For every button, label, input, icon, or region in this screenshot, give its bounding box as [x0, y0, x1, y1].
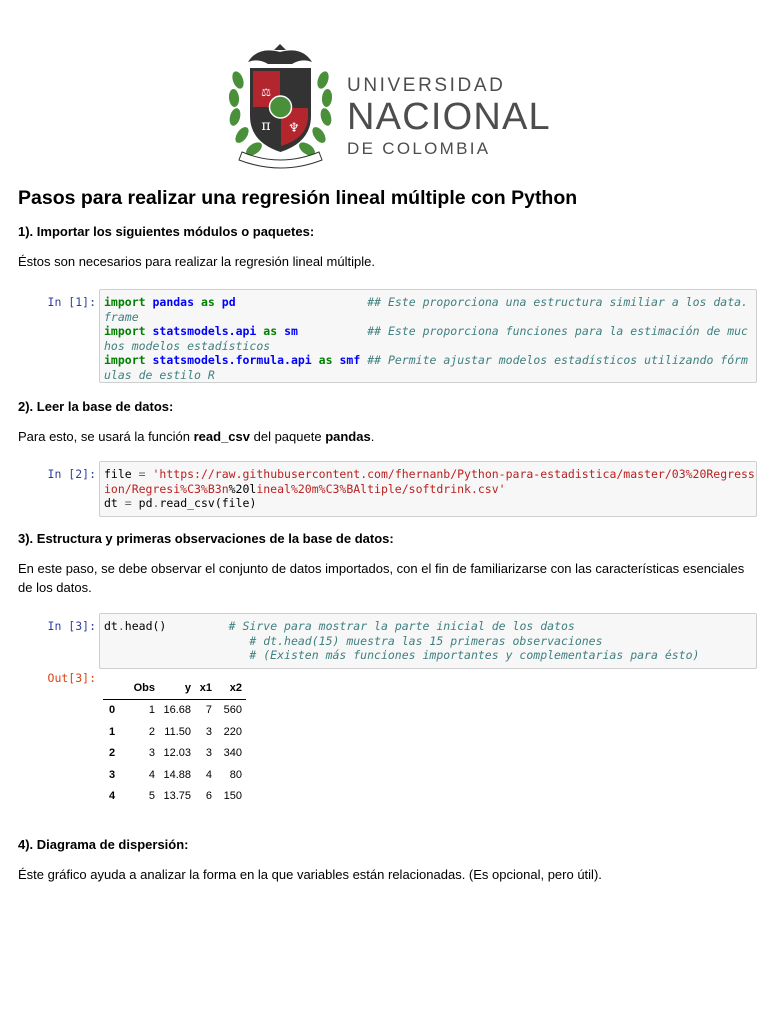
section-1-heading: 1). Importar los siguientes módulos o paquetes:	[18, 224, 315, 239]
column-header	[103, 677, 121, 699]
table-row	[103, 743, 246, 765]
table-cell: 6	[205, 790, 212, 803]
output-prompt: Out[3]:	[47, 671, 96, 685]
page-header	[0, 0, 768, 175]
table-cell: 80	[229, 768, 242, 781]
column-header: y	[159, 677, 195, 699]
svg-text:π: π	[261, 118, 271, 134]
table-cell: 3	[205, 725, 212, 738]
table-cell: 14.88	[163, 768, 191, 781]
wordmark-line-1: UNIVERSIDAD	[347, 75, 506, 96]
package-name: pandas	[325, 429, 371, 444]
table-cell: 4	[148, 768, 155, 781]
table-cell: 2	[148, 725, 155, 738]
row-index: 4	[109, 790, 116, 803]
row-index: 3	[109, 768, 116, 781]
university-wordmark	[347, 75, 551, 159]
section-4-heading: 4). Diagrama de dispersión:	[18, 837, 189, 852]
dataframe-table	[103, 677, 246, 807]
table-cell: 1	[148, 704, 155, 717]
code-editor-3[interactable]: dt.head() # Sirve para mostrar la parte inicial de los datos # dt.head(15) muestra las 15 primeras observaciones # (Existen más funciones importantes y complementarias para ésto)	[99, 613, 757, 669]
input-prompt: In [2]:	[47, 467, 96, 481]
column-header: x2	[216, 677, 246, 699]
code-cell-3[interactable]	[18, 613, 758, 671]
table-cell: 340	[223, 747, 242, 760]
row-index: 1	[109, 725, 116, 738]
table-header-row	[103, 677, 246, 699]
table-cell: 3	[148, 747, 155, 760]
text-run: del paquete	[250, 429, 326, 444]
text-run: .	[370, 429, 375, 444]
wordmark-line-3: DE COLOMBIA	[347, 139, 491, 158]
svg-text:⚖: ⚖	[261, 86, 271, 99]
table-row	[103, 786, 246, 808]
table-row	[103, 721, 246, 743]
table-row	[103, 699, 246, 721]
notebook-content	[18, 186, 758, 884]
function-name: read_csv	[193, 429, 250, 444]
table-cell: 220	[223, 725, 242, 738]
table-cell: 3	[205, 747, 212, 760]
table-cell: 7	[205, 704, 212, 717]
section-2-heading: 2). Leer la base de datos:	[18, 399, 174, 414]
input-prompt: In [3]:	[47, 619, 96, 633]
wordmark-line-2: NACIONAL	[347, 96, 551, 138]
table-cell: 16.68	[163, 704, 191, 717]
table-cell: 150	[223, 790, 242, 803]
section-4-text: Éste gráfico ayuda a analizar la forma en la que variables están relacionadas. (Es opcional, pero útil).	[18, 867, 602, 882]
table-cell: 13.75	[163, 790, 191, 803]
row-index: 2	[109, 747, 116, 760]
text-run: Para esto, se usará la función	[18, 429, 194, 444]
dataframe-output	[103, 677, 246, 807]
column-header: Obs	[121, 677, 159, 699]
table-cell: 4	[205, 768, 212, 781]
table-cell: 5	[148, 790, 155, 803]
row-index: 0	[109, 704, 116, 717]
page-title: Pasos para realizar una regresión lineal múltiple con Python	[18, 187, 578, 209]
code-cell-2[interactable]	[18, 461, 758, 531]
section-1-text: Éstos son necesarios para realizar la regresión lineal múltiple.	[18, 254, 375, 269]
section-2-text	[18, 427, 758, 446]
svg-text:♆: ♆	[288, 121, 300, 136]
code-editor-1[interactable]: import pandas as pd ## Este proporciona una estructura similiar a los data. frame import statsmodels.api as sm ## Este proporciona funciones para la estimación de muc hos modelos estadísticos import statsmodels.formula.api as smf ## Permite ajustar modelos estadísticos utilizando fórm ulas de estilo R	[99, 289, 757, 383]
code-cell-1[interactable]	[18, 289, 758, 387]
input-prompt: In [1]:	[47, 295, 96, 309]
table-cell: 11.50	[164, 725, 191, 738]
table-cell: 12.03	[163, 747, 191, 760]
table-row	[103, 764, 246, 786]
university-shield-logo	[228, 40, 333, 172]
column-header: x1	[195, 677, 216, 699]
output-cell-3	[18, 671, 758, 811]
condor-icon	[248, 44, 312, 64]
code-editor-2[interactable]: file = 'https://raw.githubusercontent.com/fhernanb/Python-para-estadistica/master/03%20Regress ion/Regresi%C3%B3n%20lineal%20m%C3%BAltiple/softdrink.csv' dt = pd.read_csv(file)	[99, 461, 757, 517]
section-3-heading: 3). Estructura y primeras observaciones de la base de datos:	[18, 531, 394, 546]
section-3-text: En este paso, se debe observar el conjunto de datos importados, con el fin de familiarizarse con las características esenciales de los datos.	[18, 561, 745, 595]
table-cell: 560	[223, 704, 242, 717]
